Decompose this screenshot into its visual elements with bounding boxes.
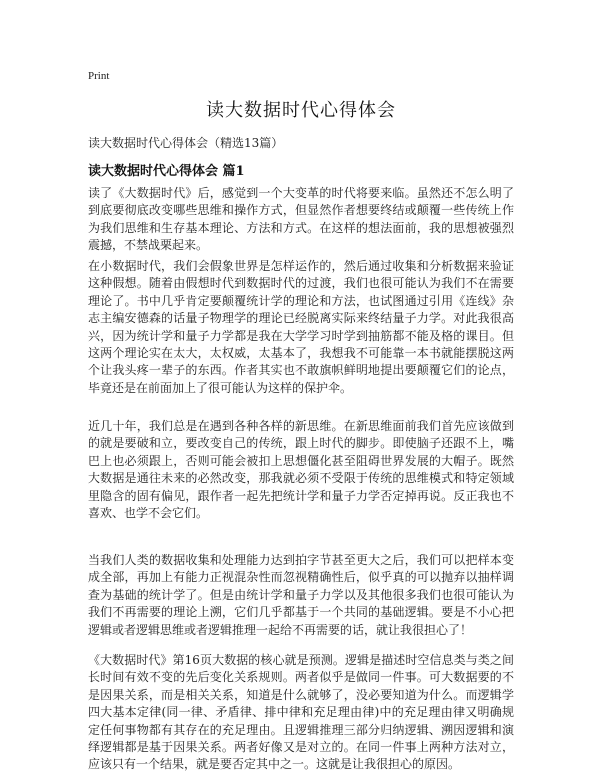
paragraph-1: 读了《大数据时代》后，感觉到一个大变革的时代将要来临。虽然还不怎么明了到底要彻底改变哪些思维和操作方式，但显然作者想要终结或颠覆一些传统上作为我们思维和生存基本理论、方法和方式。在这样的想法面前，我的思想被强烈震撼，不禁战栗起来。 <box>88 186 514 253</box>
subtitle: 读大数据时代心得体会（精选13篇） <box>88 136 284 150</box>
section-heading: 读大数据时代心得体会 篇1 <box>88 164 245 179</box>
paragraph-5: 《大数据时代》第16页大数据的核心就是预测。逻辑是描述时空信息类与类之间长时间有效不变的先后变化关系规则。两者似乎是做同一件事。可大数据要的不是因果关系，而是相关关系，知道是什么就够了，没必要知道为什么。而逻辑学四大基本定律(同一律、矛盾律、排中律和充足理由律)中的充足理由律又明确规定任何事物都有其存在的充足理由。且逻辑推理三部分归纳逻辑、溯因逻辑和演绎逻辑都是基于因果关系。两者好像又是对立的。在同一件事上两种方法对立，应该只有一个结果，就是要否定其中之一。这就是让我很担心的原因。 <box>88 653 514 772</box>
print-label[interactable]: Print <box>88 70 110 82</box>
page-title: 读大数据时代心得体会 <box>206 100 396 121</box>
paragraph-3: 近几十年，我们总是在遇到各种各样的新思维。在新思维面前我们首先应该做到的就是要破和立，要改变自己的传统，跟上时代的脚步。即使脑子还跟不上，嘴巴上也必须跟上，否则可能会被扣上思想僵化甚至阻碍世界发展的大帽子。既然大数据是通往未来的必然改变，那我就必须不受限于传统的思维模式和特定领域里隐含的固有偏见，跟作者一起先把统计学和量子力学否定掉再说。反正我也不喜欢、也学不会它们。 <box>88 419 514 521</box>
paragraph-4: 当我们人类的数据收集和处理能力达到拍字节甚至更大之后，我们可以把样本变成全部，再加上有能力正视混杂性而忽视精确性后，似乎真的可以抛弃以抽样调查为基础的统计学了。但是由统计学和量子力学以及其他很多我们也很可能认为我们不再需要的理论上溯，它们几乎都基于一个共同的基础逻辑。要是不小心把逻辑或者逻辑思维或者逻辑推理一起给不再需要的话，就让我很担心了！ <box>88 553 514 637</box>
paragraph-2: 在小数据时代，我们会假象世界是怎样运作的，然后通过收集和分析数据来验证这种假想。随着由假想时代到数据时代的过渡，我们也很可能认为我们不在需要理论了。书中几乎肯定要颠覆统计学的理论和方法，也试图通过引用《连线》杂志主编安德森的话量子物理学的理论已经脱离实际来终结量子力学。对此我很高兴，因为统计学和量子力学都是我在大学学习时学到抽筋都不能及格的课目。但这两个理论实在太大，太权威，太基本了，我想我不可能靠一本书就能摆脱这两个让我头疼一辈子的东西。作者其实也不敢旗帜鲜明地提出要颠覆它们的论点，毕竟还是在前面加上了很可能认为这样的保护伞。 <box>88 259 514 395</box>
